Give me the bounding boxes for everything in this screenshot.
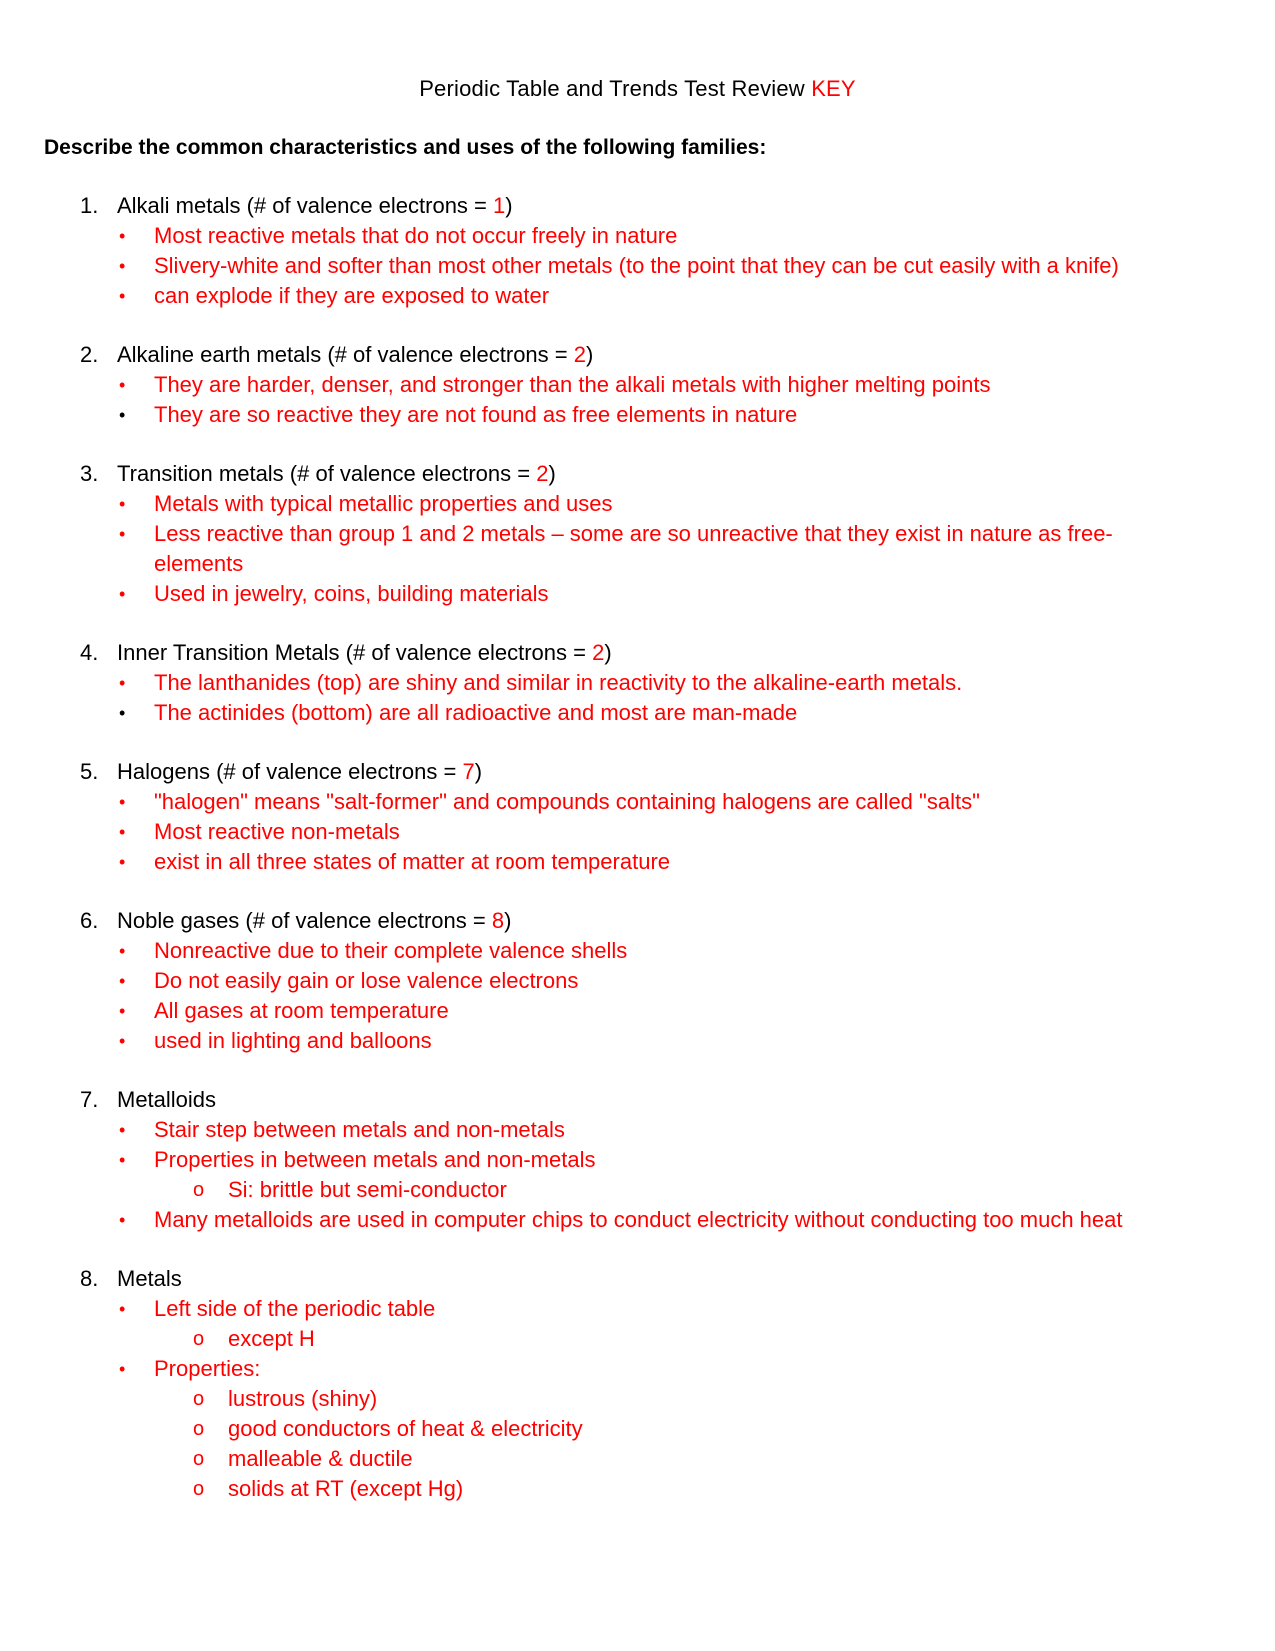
- answer-text: All gases at room temperature: [154, 998, 449, 1023]
- family-name: Alkali metals (# of valence electrons = 1): [117, 193, 513, 218]
- answer-text: good conductors of heat & electricity: [228, 1416, 583, 1441]
- answer-text: Less reactive than group 1 and 2 metals – some are so unreactive that they exist in nature as free-: [154, 521, 1113, 546]
- answer-text: solids at RT (except Hg): [228, 1476, 464, 1501]
- bullet-icon: •: [119, 1359, 126, 1379]
- answer-text: Si: brittle but semi-conductor: [228, 1177, 507, 1202]
- valence-answer: 8: [491, 908, 505, 933]
- answer-text: The lanthanides (top) are shiny and similar in reactivity to the alkaline-earth metals.: [154, 670, 963, 695]
- family-name: Noble gases (# of valence electrons = 8): [117, 908, 512, 933]
- bullet-icon: •: [119, 1210, 126, 1230]
- sub-bullet-icon: o: [193, 1448, 205, 1470]
- family-name: Halogens (# of valence electrons = 7): [117, 759, 483, 784]
- family-number: 8.: [80, 1266, 99, 1291]
- bullet-icon: •: [119, 822, 126, 842]
- answer-text: lustrous (shiny): [228, 1386, 378, 1411]
- answer-text: Most reactive metals that do not occur freely in nature: [154, 223, 678, 248]
- page-title: [0, 76, 1275, 102]
- answer-text: Used in jewelry, coins, building materials: [154, 581, 549, 606]
- bullet-icon: •: [119, 1031, 126, 1051]
- bullet-icon: •: [119, 852, 126, 872]
- answer-text: elements: [154, 551, 244, 576]
- family-name: Transition metals (# of valence electrons = 2): [117, 461, 556, 486]
- bullet-icon: •: [119, 375, 126, 395]
- title-text: Periodic Table and Trends Test Review: [419, 76, 812, 101]
- family-number: 7.: [80, 1087, 99, 1112]
- bullet-icon: •: [119, 286, 126, 306]
- family-number: 6.: [80, 908, 99, 933]
- answer-text: Properties:: [154, 1356, 261, 1381]
- valence-answer: 2: [573, 342, 586, 367]
- sub-bullet-icon: o: [193, 1388, 205, 1410]
- answer-text: Most reactive non-metals: [154, 819, 400, 844]
- bullet-icon: •: [119, 971, 126, 991]
- answer-text: malleable & ductile: [228, 1446, 413, 1471]
- instructions-heading: Describe the common characteristics and uses of the following families:: [44, 136, 767, 159]
- bullet-icon: •: [119, 1001, 126, 1021]
- answer-text: They are harder, denser, and stronger than the alkali metals with higher melting points: [154, 372, 991, 397]
- family-number: 1.: [80, 193, 99, 218]
- family-name: Metalloids: [117, 1087, 217, 1112]
- answer-text: used in lighting and balloons: [154, 1028, 432, 1053]
- valence-answer: 7: [462, 759, 475, 784]
- bullet-icon: •: [119, 941, 126, 961]
- sub-bullet-icon: o: [193, 1418, 205, 1440]
- answer-text: exist in all three states of matter at room temperature: [154, 849, 671, 874]
- answer-text: Left side of the periodic table: [154, 1296, 436, 1321]
- bullet-icon: •: [119, 1299, 126, 1319]
- answer-text: Nonreactive due to their complete valence shells: [154, 938, 628, 963]
- family-number: 4.: [80, 640, 99, 665]
- bullet-icon: •: [119, 1120, 126, 1140]
- answer-text: "halogen" means "salt-former" and compounds containing halogens are called "salts": [154, 789, 980, 814]
- valence-answer: 2: [592, 640, 605, 665]
- bullet-icon: •: [119, 1150, 126, 1170]
- answer-text: except H: [228, 1326, 315, 1351]
- family-name: Alkaline earth metals (# of valence electrons = 2): [117, 342, 594, 367]
- family-name: Inner Transition Metals (# of valence electrons = 2): [117, 640, 612, 665]
- bullet-icon: •: [119, 256, 126, 276]
- family-name: Metals: [117, 1266, 182, 1291]
- bullet-icon: •: [119, 226, 126, 246]
- title-key: KEY: [811, 76, 856, 101]
- family-number: 3.: [80, 461, 99, 486]
- bullet-icon: •: [119, 792, 126, 812]
- family-number: 2.: [80, 342, 99, 367]
- bullet-icon: •: [119, 584, 126, 604]
- answer-text: They are so reactive they are not found as free elements in nature: [154, 402, 798, 427]
- bullet-icon: •: [119, 673, 126, 693]
- answer-text: Do not easily gain or lose valence electrons: [154, 968, 579, 993]
- family-number: 5.: [80, 759, 99, 784]
- answer-text: Metals with typical metallic properties and uses: [154, 491, 613, 516]
- answer-text: Many metalloids are used in computer chips to conduct electricity without conducting too much heat: [154, 1207, 1123, 1232]
- bullet-icon: •: [119, 524, 126, 544]
- answer-text: Stair step between metals and non-metals: [154, 1117, 565, 1142]
- valence-answer: 2: [536, 461, 549, 486]
- answer-text: Properties in between metals and non-metals: [154, 1147, 596, 1172]
- sub-bullet-icon: o: [193, 1478, 205, 1500]
- bullet-icon: •: [119, 494, 126, 514]
- sub-bullet-icon: o: [193, 1328, 205, 1350]
- bullet-icon: •: [119, 405, 126, 425]
- valence-answer: 1: [493, 193, 506, 218]
- answer-text: can explode if they are exposed to water: [154, 283, 550, 308]
- bullet-icon: •: [119, 703, 126, 723]
- sub-bullet-icon: o: [193, 1179, 205, 1201]
- answer-text: Slivery-white and softer than most other metals (to the point that they can be cut easily with a knife): [154, 253, 1119, 278]
- answer-text: The actinides (bottom) are all radioactive and most are man-made: [154, 700, 798, 725]
